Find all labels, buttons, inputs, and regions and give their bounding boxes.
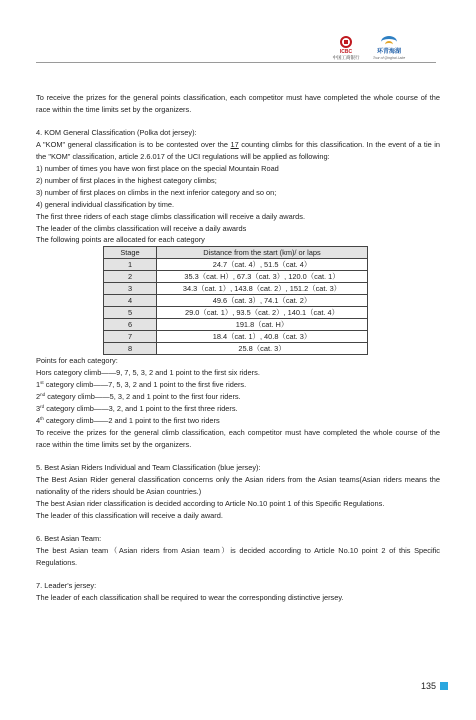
stage-cell: 2: [104, 271, 157, 283]
team-paragraph: The best Asian team（Asian riders from Asian team）is decided according to Article No.10 point 2 of this Specific Regulations.: [36, 546, 440, 567]
stage-cell: 6: [104, 319, 157, 331]
asian-paragraph: The best Asian rider classification is decided according to Article No.10 point 1 of this Specific Regulations.: [36, 498, 385, 508]
category-text: category climb——3, 2, and 1 point to the first three riders.: [44, 404, 238, 413]
tie-rule: 1) number of times you have won first place on the special Mountain Road: [36, 164, 279, 174]
distance-cell: 25.8（cat. 3）: [157, 343, 368, 355]
distance-cell: 18.4（cat. 1）, 40.8（cat. 3）: [157, 331, 368, 343]
tour-logo-name: 环青海湖: [376, 49, 401, 55]
stage-cell: 1: [104, 259, 157, 271]
column-header-distance: Distance from the start (km)/ or laps: [157, 247, 368, 259]
distance-cell: 24.7（cat. 4）, 51.5（cat. 4）: [157, 259, 368, 271]
climb-count: 17: [230, 140, 239, 150]
kom-line: The following points are allocated for each category: [36, 235, 205, 245]
table-row: [104, 259, 368, 271]
table-row: [104, 319, 368, 331]
category-text: category climb——7, 5, 3, 2 and 1 point to the first five riders.: [43, 380, 247, 390]
distance-cell: 34.3（cat. 1）, 143.8（cat. 2）, 151.2（cat. 3）: [157, 283, 368, 295]
category-line: [36, 403, 440, 415]
category-number: 2: [36, 392, 41, 402]
table-row: [104, 343, 368, 355]
category-number: 1: [36, 380, 41, 390]
tie-rule: 2) number of first places in the highest category climbs;: [36, 175, 217, 185]
stage-cell: 7: [104, 331, 157, 343]
table-row: [104, 283, 368, 295]
page-number-marker: [440, 682, 448, 690]
tour-logo-subtitle: Tour of Qinghai Lake: [372, 56, 406, 60]
page-header: [0, 0, 476, 70]
kom-line: The leader of the climbs classification will receive a daily awards: [36, 223, 247, 233]
icbc-logo-text: ICBC: [339, 49, 353, 55]
tie-rule: 4) general individual classification by time.: [36, 199, 175, 209]
icbc-logo-name: 中国工商银行: [332, 55, 360, 60]
points-heading: Points for each category:: [36, 356, 118, 366]
stage-cell: 3: [104, 283, 157, 295]
asian-paragraph: The Best Asian Rider general classification concerns only the Asian riders from the Asian teams(Asian riders means the nationality of the riders should be Asian countries.): [36, 475, 440, 496]
table-header-row: [104, 247, 368, 259]
page-content: [36, 92, 440, 604]
kom-heading: 4. KOM General Classification (Polka dot jersey):: [36, 128, 197, 138]
icbc-logo-icon: [340, 36, 352, 48]
header-divider: [36, 62, 436, 63]
category-line: [36, 379, 440, 391]
category-number: 3: [36, 404, 41, 413]
icbc-logo: [326, 36, 366, 61]
leader-heading: 7. Leader's jersey:: [36, 581, 97, 591]
kom-paragraph-end: counting climbs for this classification. In the event of a tie in the "KOM" classification, article 2.6.017 of the UCI regulations will be applied as following:: [36, 140, 440, 162]
category-ordinal: nd: [40, 392, 46, 398]
table-row: [104, 271, 368, 283]
category-text: category climb——2 and 1 point to the first two riders: [43, 415, 220, 425]
page-number: 135: [421, 681, 437, 691]
asian-paragraph: The leader of this classification will receive a daily award.: [36, 510, 223, 520]
stage-cell: 4: [104, 295, 157, 307]
leader-paragraph: The leader of each classification shall be required to wear the corresponding distinctive jersey.: [36, 593, 344, 603]
category-text: category climb——5, 3, 2 and 1 point to the first four riders.: [45, 392, 241, 402]
distance-cell: 49.6（cat. 3）, 74.1（cat. 2）: [157, 295, 368, 307]
tour-logo: [368, 36, 410, 61]
points-prize-paragraph: To receive the prizes for the general points classification, each competitor must have completed the whole course of the race within the time limits set by the organizers.: [36, 93, 440, 114]
category-ordinal: st: [40, 380, 44, 386]
category-ordinal: th: [40, 415, 44, 421]
distance-cell: 191.8（cat. H）: [157, 319, 368, 331]
kom-line: The first three riders of each stage climbs classification will receive a daily awards.: [36, 211, 306, 221]
distance-cell: 35.3（cat. H）, 67.3（cat. 3）, 120.0（cat. 1）: [157, 271, 368, 283]
category-ordinal: rd: [40, 404, 45, 409]
table-row: [104, 307, 368, 319]
category-hors-line: Hors category climb——9, 7, 5, 3, 2 and 1 point to the first six riders.: [36, 368, 260, 378]
category-number: 4: [36, 415, 41, 425]
tie-rule: 3) number of first places on climbs in the next inferior category and so on;: [36, 187, 277, 197]
category-line: [36, 391, 440, 403]
stage-cell: 5: [104, 307, 157, 319]
table-row: [104, 295, 368, 307]
kom-paragraph-start: A "KOM" general classification is to be contested over the: [36, 140, 231, 150]
asian-heading: 5. Best Asian Riders Individual and Team Classification (blue jersey):: [36, 463, 261, 473]
stage-cell: 8: [104, 343, 157, 355]
climb-prize-paragraph: To receive the prizes for the general climb classification, each competitor must have completed the whole course of the race within the time limits set by the organizers.: [36, 427, 440, 449]
team-heading: 6. Best Asian Team:: [36, 534, 102, 544]
column-header-stage: Stage: [104, 247, 157, 259]
table-row: [104, 331, 368, 343]
category-line: [36, 415, 440, 427]
tour-logo-icon: [381, 36, 397, 48]
climbs-table: [103, 246, 368, 355]
distance-cell: 29.0（cat. 1）, 93.5（cat. 2）, 140.1（cat. 4）: [157, 307, 368, 319]
kom-paragraph: [36, 139, 440, 163]
